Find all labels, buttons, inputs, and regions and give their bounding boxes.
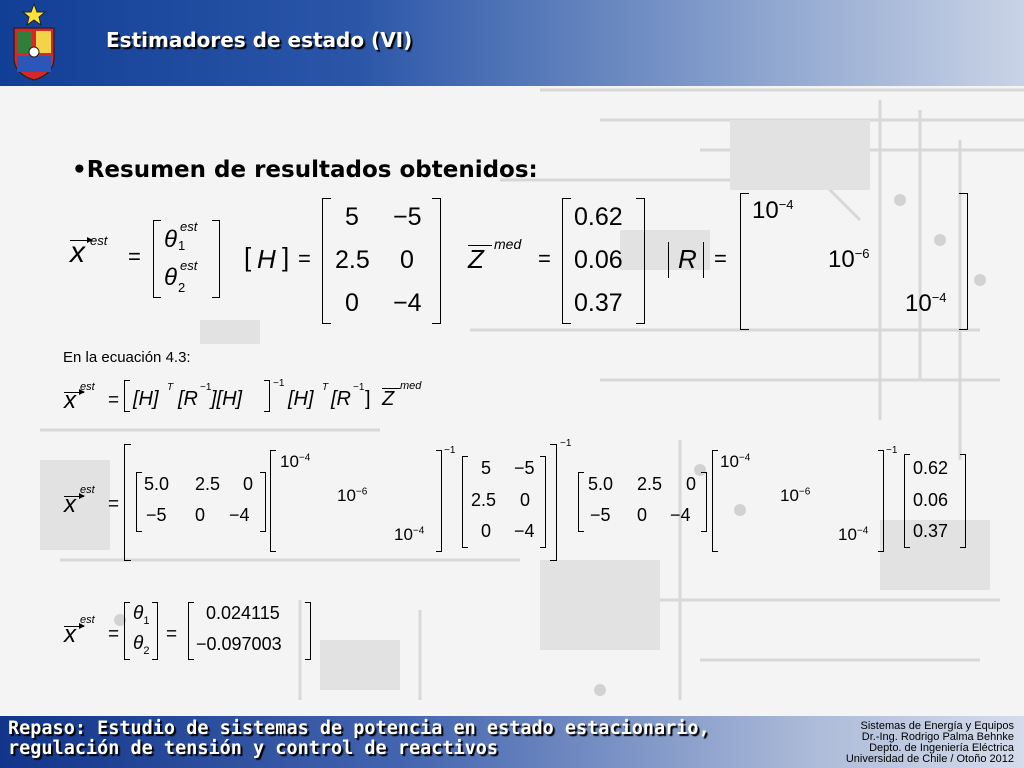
H-cell-1-2: −5	[393, 203, 422, 231]
H-2-2: 0	[520, 490, 531, 510]
theta-1: $\theta_1$	[133, 603, 150, 627]
Z-cell-2: 0.06	[574, 246, 623, 274]
equals-sign: =	[128, 244, 141, 269]
R2-bracket-right	[878, 450, 884, 552]
equation-caption: En la ecuación 4.3:	[63, 349, 191, 366]
H-cell-2-1: 2.5	[335, 246, 370, 274]
R-3: $10^{-4}$	[394, 525, 425, 544]
bracket-close	[703, 242, 704, 278]
outer-bracket-right	[550, 444, 557, 561]
eq-H3: [H]	[288, 388, 314, 410]
Z-symbol: Z	[468, 244, 484, 274]
H-bracket-right	[540, 456, 546, 548]
R-cell-1: $10^{-4}$	[752, 197, 794, 224]
theta-bracket-left	[124, 602, 130, 660]
H-3-1: 0	[481, 521, 492, 541]
bracket-left	[322, 198, 331, 324]
theta-1: θ	[164, 226, 178, 253]
R-cell-3: $10^{-4}$	[905, 290, 947, 317]
equals-sign: =	[166, 624, 178, 645]
H-bracket-left	[462, 456, 468, 548]
result-theta-2: −0.097003	[196, 634, 282, 654]
HT-bracket-left	[136, 472, 142, 532]
bracket-left	[740, 193, 749, 330]
R-inv-exp: −1	[444, 445, 456, 456]
x-symbol: x	[70, 236, 85, 269]
eq-T2: T	[322, 382, 329, 393]
R2-3: $10^{-4}$	[838, 525, 869, 544]
theta-2: $\theta_2$	[133, 633, 150, 657]
HT2-1-1: 5.0	[588, 474, 614, 494]
R-symbol: R	[678, 244, 697, 274]
theta-1-sub: 1	[178, 238, 186, 253]
author-info-line-4: Universidad de Chile / Otoño 2012	[845, 753, 1014, 765]
Z-bracket-left	[904, 454, 910, 548]
H-2-1: 2.5	[471, 490, 497, 510]
x-symbol: x	[64, 387, 76, 414]
page-title: Estimadores de estado (VI)	[106, 28, 413, 52]
R2-1: $10^{-4}$	[720, 452, 751, 471]
bracket-open	[668, 242, 669, 278]
HT2-1-3: 0	[686, 474, 697, 494]
bracket-right	[212, 220, 220, 298]
HT-1-3: 0	[243, 474, 254, 494]
x-symbol: x	[64, 491, 76, 518]
R-bracket-right	[436, 450, 442, 552]
bracket-left	[153, 220, 161, 298]
HT2-2-3: −4	[670, 505, 691, 525]
eq-close: ]	[365, 388, 371, 410]
x-symbol: x	[64, 621, 76, 648]
equals-sign: =	[298, 246, 311, 271]
R-1: $10^{-4}$	[280, 452, 311, 471]
H-cell-3-1: 0	[345, 289, 359, 317]
eq-R2-inv: −1	[353, 382, 365, 393]
theta-bracket-right	[152, 602, 158, 660]
H-symbol: H	[257, 244, 276, 274]
HT-bracket-right	[260, 472, 266, 532]
HT2-2-2: 0	[637, 505, 648, 525]
course-title-line-2: regulación de tensión y control de reactivos	[8, 738, 499, 759]
bracket-open: [	[244, 242, 252, 272]
theta-1-est: est	[180, 219, 198, 234]
theta-2-sub: 2	[178, 280, 186, 295]
equals-sign: =	[108, 624, 120, 645]
Z-cell-3: 0.37	[574, 289, 623, 317]
est-superscript: est	[80, 381, 95, 393]
author-info-line-2: Dr.-Ing. Rodrigo Palma Behnke	[861, 731, 1014, 743]
HT-2-3: −4	[229, 505, 250, 525]
med-superscript: med	[494, 236, 522, 252]
bracket-left	[562, 198, 571, 324]
slide-header	[0, 0, 1024, 86]
R2-bracket-left	[712, 450, 718, 552]
bracket-right	[636, 198, 645, 324]
university-crest-icon	[8, 2, 60, 82]
HT-1-2: 2.5	[195, 474, 221, 494]
Z-3: 0.37	[913, 521, 949, 541]
section-heading: •Resumen de resultados obtenidos:	[72, 157, 538, 183]
bracket-right	[959, 193, 968, 330]
eq-H: [H]	[133, 388, 159, 410]
R2-inv-exp: −1	[886, 445, 898, 456]
result-bracket-left	[188, 602, 194, 660]
outer-bracket-left	[124, 380, 130, 412]
course-title	[8, 719, 710, 759]
R-bracket-left	[270, 450, 276, 552]
HT2-bracket-left	[578, 472, 584, 532]
H-1-2: −5	[514, 458, 535, 478]
eq-T: T	[167, 382, 174, 393]
course-title-line-1: Repaso: Estudio de sistemas de potencia en estado estacionario,	[8, 718, 710, 739]
equals-sign: =	[108, 494, 120, 515]
eq-H2: ][H]	[211, 388, 243, 410]
equals-sign: =	[108, 390, 120, 411]
outer-bracket-right	[264, 380, 270, 412]
author-info-line-3: Depto. de Ingeniería Eléctrica	[869, 742, 1014, 754]
HT2-1-2: 2.5	[637, 474, 663, 494]
est-superscript: est	[90, 233, 108, 248]
equals-sign: =	[538, 246, 551, 271]
Z-cell-1: 0.62	[574, 203, 623, 231]
Z-bracket-right	[960, 454, 966, 548]
eq-outer-inv: −1	[273, 378, 285, 389]
result-bracket-right	[305, 602, 311, 660]
HT2-2-1: −5	[590, 505, 611, 525]
eq-R-inv: −1	[200, 382, 212, 393]
Z-1: 0.62	[913, 458, 949, 478]
Z-symbol: Z	[382, 388, 395, 410]
slide-footer	[0, 716, 1024, 768]
HT-2-2: 0	[195, 505, 206, 525]
med-superscript: med	[400, 380, 422, 392]
H-1-1: 5	[481, 458, 492, 478]
theta-2-est: est	[180, 258, 198, 273]
H-cell-1-1: 5	[345, 203, 359, 231]
equals-sign: =	[714, 246, 727, 271]
author-info	[846, 721, 1014, 765]
theta-2: θ	[164, 264, 178, 291]
author-info-line-1: Sistemas de Energía y Equipos	[860, 720, 1014, 732]
HT-1-1: 5.0	[144, 474, 170, 494]
HT-2-1: −5	[146, 505, 167, 525]
H-3-2: −4	[514, 521, 535, 541]
outer-bracket-left	[124, 444, 131, 561]
HT2-bracket-right	[701, 472, 707, 532]
R-2: $10^{-6}$	[337, 486, 368, 505]
H-cell-2-2: 0	[400, 246, 414, 274]
H-cell-3-2: −4	[393, 289, 422, 317]
eq-R2: [R	[331, 388, 351, 410]
est-superscript: est	[80, 484, 95, 496]
bracket-right	[432, 198, 441, 324]
eq-R: [R	[178, 388, 198, 410]
bracket-close: ]	[282, 242, 290, 272]
Z-2: 0.06	[913, 490, 949, 510]
R-cell-2: $10^{-6}$	[828, 246, 870, 273]
outer-inv-exp: −1	[560, 438, 572, 449]
result-theta-1: 0.024115	[206, 603, 280, 623]
R2-2: $10^{-6}$	[780, 486, 811, 505]
est-superscript: est	[80, 614, 95, 626]
